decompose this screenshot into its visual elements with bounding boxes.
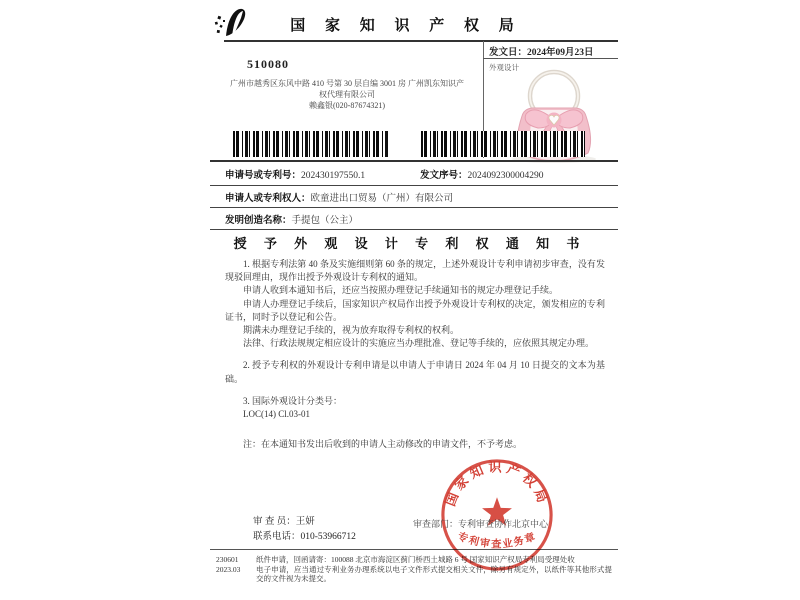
form-code: 230601 [216,555,239,564]
notice-body [225,258,605,451]
table-rule-2 [210,185,618,186]
dispatch-number-label: 发文序号： [420,171,468,181]
seal-bottom-text: 专利审查业务章 [455,531,539,551]
address-line-1: 广州市越秀区东风中路 410 号第 30 层自编 3001 房 广州凯东知识产 [230,79,464,88]
application-number-label: 申请号或专利号： [225,171,302,181]
body-paragraph-4: 期满未办理登记手续的，视为放弃取得专利权的权利。 [243,325,460,336]
examiner-row [253,513,315,527]
fine-print [256,555,612,584]
notice-note: 注：在本通知书发出后收到的申请人主动修改的申请文件，不予考虑。 [243,439,523,450]
applicant-label: 申请人或专利权人： [225,194,311,204]
phone-label: 联系电话： [253,532,301,542]
barcode-left [233,131,388,157]
address-contact: 赖鑫银(020-87674321) [309,101,385,110]
body-paragraph-2: 申请人收到本通知书后，还应当按照办理登记手续通知书的规定办理登记手续。 [243,285,559,296]
fine-print-line-2: 电子申请，应当通过专利业务办理系统以电子文件形式提交相关文件，除另有规定外，以纸件等其他形式提交的文件视为未提交。 [256,564,612,583]
body-paragraph-7: 3. 国际外观设计分类号： [243,395,343,406]
svg-text:专利审查业务章 [456,529,538,550]
postal-code: 510080 [247,57,289,71]
address-line-2: 权代理有限公司 [319,90,375,99]
header-rule [224,40,618,42]
examiner-label: 审 查 员： [253,517,296,527]
fine-print-line-1: 纸件申请，回函请寄：100088 北京市海淀区蓟门桥西土城路 6 号 国家知识产权局专利局受理处收 [256,555,575,564]
issue-date [489,44,594,58]
official-seal [438,456,556,574]
form-codes [216,555,240,574]
department-label: 审查部门： [413,519,459,529]
design-category-label: 外观设计 [489,63,519,72]
agency-title: 国 家 知 识 产 权 局 [290,18,522,34]
notice-title: 授 予 外 观 设 计 专 利 权 通 知 书 [233,236,587,251]
body-paragraph-6: 2. 授予专利权的外观设计专利申请是以申请人于申请日 2024 年 04 月 10 日提交的文本为基础。 [225,360,605,384]
locarno-classification: LOC(14) Cl.03-01 [243,409,310,420]
date-box-bottom-border [483,58,618,59]
department-row [413,517,548,530]
dispatch-number-field [420,167,544,181]
invention-name-label: 发明创造名称： [225,216,292,226]
mailing-address [222,78,472,111]
barcode-right [421,131,585,157]
footer-rule [210,549,618,550]
issue-date-label: 发文日： [489,48,528,58]
application-number-field [225,167,365,181]
invention-name-field [225,212,358,226]
applicant-field [225,190,453,204]
phone-number: 010-53966712 [300,532,356,542]
form-version: 2023.03 [216,564,241,574]
table-rule-3 [210,207,618,208]
dispatch-number-value: 2024092300004290 [467,171,544,181]
application-number-value: 202430197550.1 [301,171,366,181]
department-name: 专利审查协作北京中心 [458,519,549,529]
body-paragraph-1: 1. 根据专利法第 40 条及实施细则第 60 条的规定，上述外观设计专利申请初步审查，没有发现驳回理由，现作出授予外观设计专利权的通知。 [225,259,605,283]
body-paragraph-5: 法律、行政法规规定相应设计的实施应当办理批准、登记等手续的，应依照其规定办理。 [243,338,595,349]
invention-name-value: 手提包（公主） [291,216,359,226]
examiner-name: 王妍 [295,517,315,527]
phone-row [253,528,356,542]
body-paragraph-3: 申请人办理登记手续后，国家知识产权局作出授予外观设计专利权的决定，颁发相应的专利证书，同时予以登记和公告。 [225,298,605,322]
table-rule-bottom [210,229,618,230]
issue-date-value: 2024年09月23日 [527,48,594,58]
applicant-value: 欧童进出口贸易（广州）有限公司 [310,194,454,204]
table-rule-top [210,160,618,162]
seal-top-text: 国家知识产权局 [442,459,552,509]
